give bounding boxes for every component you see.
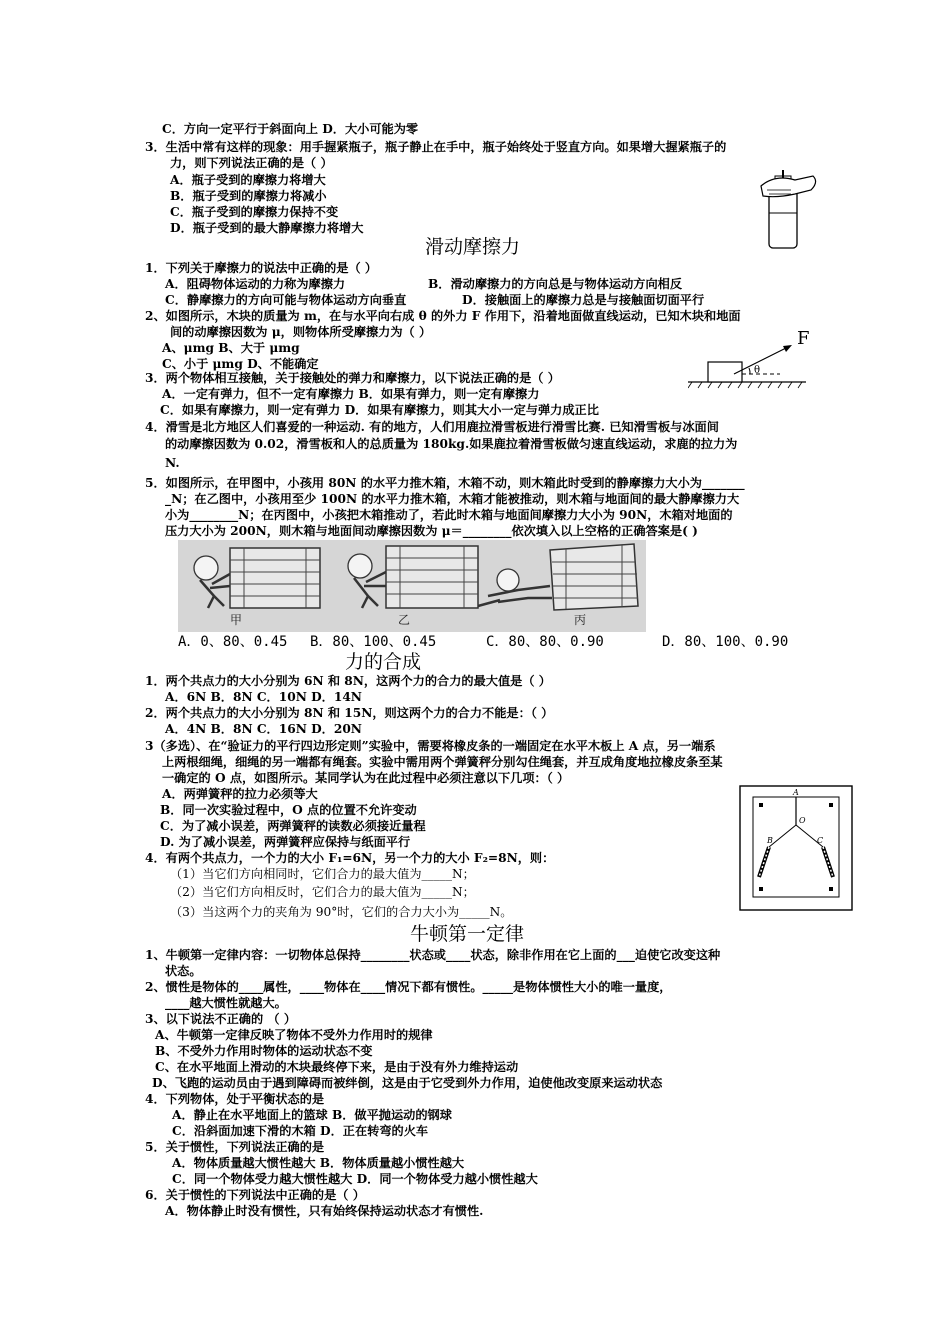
- s2-q3-option-a: A．两弹簧秤的拉力必须等大: [162, 787, 318, 801]
- kids-pushing-boxes-figure: [178, 540, 646, 632]
- s3-q2-stem-end: ____越大惯性就越大。: [165, 996, 287, 1010]
- point-b-label: B: [767, 836, 773, 845]
- q2-option-cd: C．方向一定平行于斜面向上 D．大小可能为零: [162, 122, 419, 136]
- s3-q1-stem-end: 状态。: [165, 964, 202, 978]
- s2-q1-options: A．6N B．8N C．10N D．14N: [165, 690, 362, 704]
- s3-q4-options-ab: A．静止在水平地面上的篮球 B．做平抛运动的钢球: [172, 1108, 452, 1122]
- q3-option-b: B．瓶子受到的摩擦力将减小: [170, 189, 327, 203]
- s3-q3-option-a: A、牛顿第一定律反映了物体不受外力作用时的规律: [155, 1028, 433, 1042]
- bottle-hand-figure: [755, 168, 825, 250]
- point-c-label: C: [817, 836, 824, 845]
- s3-q6-option-a: A．物体静止时没有惯性，只有始终保持运动状态才有惯性.: [165, 1204, 484, 1218]
- s1-q5-stem-4: 压力大小为 200N，则木箱与地面间动摩擦因数为 μ＝________依次填入以上空格的正确答案是( ): [165, 524, 698, 538]
- s2-q2-options: A．4N B．8N C．16N D．20N: [165, 722, 362, 736]
- s1-q5-option-d: D．80、100、0.90: [662, 634, 789, 650]
- section-title-newton-first-law: 牛顿第一定律: [410, 923, 525, 945]
- s3-q3-option-b: B、不受外力作用时物体的运动状态不变: [155, 1044, 373, 1058]
- s1-q3-options-cd: C．如果有摩擦力，则一定有弹力 D．如果有摩擦力，则其大小一定与弹力成正比: [160, 403, 599, 417]
- s1-q1-stem: 1．下列关于摩擦力的说法中正确的是（ ）: [145, 261, 378, 275]
- s1-q2-options-ab: A、μmg B、大于 μmg: [162, 341, 300, 355]
- s2-q4-part-2: （2）当它们方向相反时，它们合力的最大值为_____N；: [170, 885, 475, 899]
- s1-q1-option-d: D．接触面上的摩擦力总是与接触面切面平行: [462, 293, 705, 307]
- s2-q2-stem: 2．两个共点力的大小分别为 8N 和 15N，则这两个力的合力不能是：（ ）: [145, 706, 554, 720]
- s3-q3-option-d: D、飞跑的运动员由于遇到障碍而被绊倒，这是由于它受到外力作用，迫使他改变原来运动状态: [152, 1076, 663, 1090]
- s1-q5-stem: 5．如图所示，在甲图中，小孩用 80N 的水平力推木箱，木箱不动，则木箱此时受到的静摩擦力大小为_______: [145, 476, 745, 490]
- s2-q3-option-d: D. 为了减小误差，两弹簧秤应保持与纸面平行: [160, 835, 411, 849]
- q3-stem: 3．生活中常有这样的现象：用手握紧瓶子，瓶子静止在手中，瓶子始终处于竖直方向。如果增大握紧瓶子的: [145, 140, 727, 154]
- s3-q3-stem: 3、以下说法不正确的 （ ）: [145, 1012, 297, 1026]
- s3-q4-stem: 4．下列物体，处于平衡状态的是: [145, 1092, 325, 1106]
- s2-q1-stem: 1．两个共点力的大小分别为 6N 和 8N，这两个力的合力的最大值是（ ）: [145, 674, 551, 688]
- theta-label: θ: [754, 365, 761, 376]
- s2-q4-part-1: （1）当它们方向相同时，它们合力的最大值为_____N；: [170, 867, 475, 881]
- q3-option-d: D．瓶子受到的最大静摩擦力将增大: [170, 221, 364, 235]
- block-force-figure: [688, 330, 813, 392]
- s3-q5-options-cd: C．同一个物体受力越大惯性越大 D．同一个物体受力越小惯性越大: [172, 1172, 538, 1186]
- s1-q4-stem-cont: 的动摩擦因数为 0.02，滑雪板和人的总质量为 180kg.如果鹿拉着滑雪板做匀速直线运动，求鹿的拉力为: [165, 437, 738, 451]
- s3-q3-option-c: C、在水平地面上滑动的木块最终停下来，是由于没有外力维持运动: [155, 1060, 519, 1074]
- s3-q5-stem: 5．关于惯性，下列说法正确的是: [145, 1140, 325, 1154]
- s1-q1-option-b: B．滑动摩擦力的方向总是与物体运动方向相反: [428, 277, 683, 291]
- s3-q1-stem: 1、牛顿第一定律内容：一切物体总保持________状态或____状态，除非作用在它上面的___迫使它改变这种: [145, 948, 721, 962]
- s2-q3-stem-3: 一确定的 O 点，如图所示。某同学认为在此过程中必须注意以下几项：（ ）: [162, 771, 570, 785]
- s2-q3-stem: 3（多选）、在“验证力的平行四边形定则”实验中，需要将橡皮条的一端固定在水平木板上 A 点，另一端系: [145, 739, 716, 753]
- s2-q3-stem-2: 上两根细绳，细绳的另一端都有绳套。实验中需用两个弹簧秤分别勾住绳套，并互成角度地拉橡皮条至某: [162, 755, 723, 769]
- section-title-force-composition: 力的合成: [345, 651, 422, 673]
- s1-q2-stem-cont: 间的动摩擦因数为 μ，则物体所受摩擦力为（ ）: [170, 325, 432, 339]
- q3-option-a: A．瓶子受到的摩擦力将增大: [170, 173, 326, 187]
- label-yi: 乙: [398, 613, 411, 627]
- s3-q4-options-cd: C．沿斜面加速下滑的木箱 D．正在转弯的火车: [172, 1124, 429, 1138]
- s2-q3-option-b: B．同一次实验过程中，O 点的位置不允许变动: [160, 803, 417, 817]
- s2-q4-stem: 4．有两个共点力，一个力的大小 F₁=6N，另一个力的大小 F₂=8N，则：: [145, 851, 555, 865]
- label-jia: 甲: [230, 613, 243, 627]
- force-label-f: F: [797, 328, 810, 349]
- section-title-sliding-friction: 滑动摩擦力: [425, 236, 521, 258]
- s2-q4-part-3: （3）当这两个力的夹角为 90°时，它们的合力大小为_____N。: [170, 905, 513, 919]
- s3-q5-options-ab: A．物体质量越大惯性越大 B．物体质量越小惯性越大: [172, 1156, 465, 1170]
- s1-q4-stem: 4．滑雪是北方地区人们喜爱的一种运动. 有的地方，人们用鹿拉滑雪板进行滑雪比赛. 已知滑雪板与冰面间: [145, 420, 719, 434]
- s1-q3-options-ab: A．一定有弹力，但不一定有摩擦力 B．如果有弹力，则一定有摩擦力: [162, 387, 540, 401]
- s1-q5-stem-3: 小为________N；在丙图中，小孩把木箱推动了，若此时木箱与地面间摩擦力大小为 90N，木箱对地面的: [165, 508, 733, 522]
- s1-q2-stem: 2、如图所示，木块的质量为 m，在与水平向右成 θ 的外力 F 作用下，沿着地面做直线运动，已知木块和地面: [145, 309, 741, 323]
- q3-option-c: C．瓶子受到的摩擦力保持不变: [170, 205, 339, 219]
- s1-q1-option-c: C．静摩擦力的方向可能与物体运动方向垂直: [165, 293, 407, 307]
- s3-q6-stem: 6．关于惯性的下列说法中正确的是（ ）: [145, 1188, 365, 1202]
- s1-q2-options-cd: C、小于 μmg D、不能确定: [162, 357, 319, 371]
- s1-q5-option-b: B．80、100、0.45: [310, 634, 437, 650]
- point-a-label: A: [793, 788, 799, 797]
- s1-q4-stem-end: N.: [165, 456, 180, 470]
- s3-q2-stem: 2、惯性是物体的____属性，____物体在____情况下都有惯性。_____是物体惯性大小的唯一量度，: [145, 980, 672, 994]
- label-bing: 丙: [574, 613, 587, 627]
- s2-q3-option-c: C．为了减小误差，两弹簧秤的读数必须接近量程: [160, 819, 426, 833]
- q3-stem-cont: 力，则下列说法正确的是（ ）: [170, 156, 333, 170]
- s1-q3-stem: 3．两个物体相互接触，关于接触处的弹力和摩擦力，以下说法正确的是（ ）: [145, 371, 560, 385]
- s1-q5-option-a: A．0、80、0.45: [178, 634, 288, 650]
- s1-q1-option-a: A．阻碍物体运动的力称为摩擦力: [165, 277, 346, 291]
- point-o-label: O: [799, 816, 806, 825]
- s1-q5-option-c: C．80、80、0.90: [486, 634, 604, 650]
- s1-q5-stem-2: _N；在乙图中，小孩用至少 100N 的水平力推木箱，木箱才能被推动，则木箱与地面间的最大静摩擦力大: [165, 492, 740, 506]
- parallelogram-experiment-figure: [739, 785, 853, 911]
